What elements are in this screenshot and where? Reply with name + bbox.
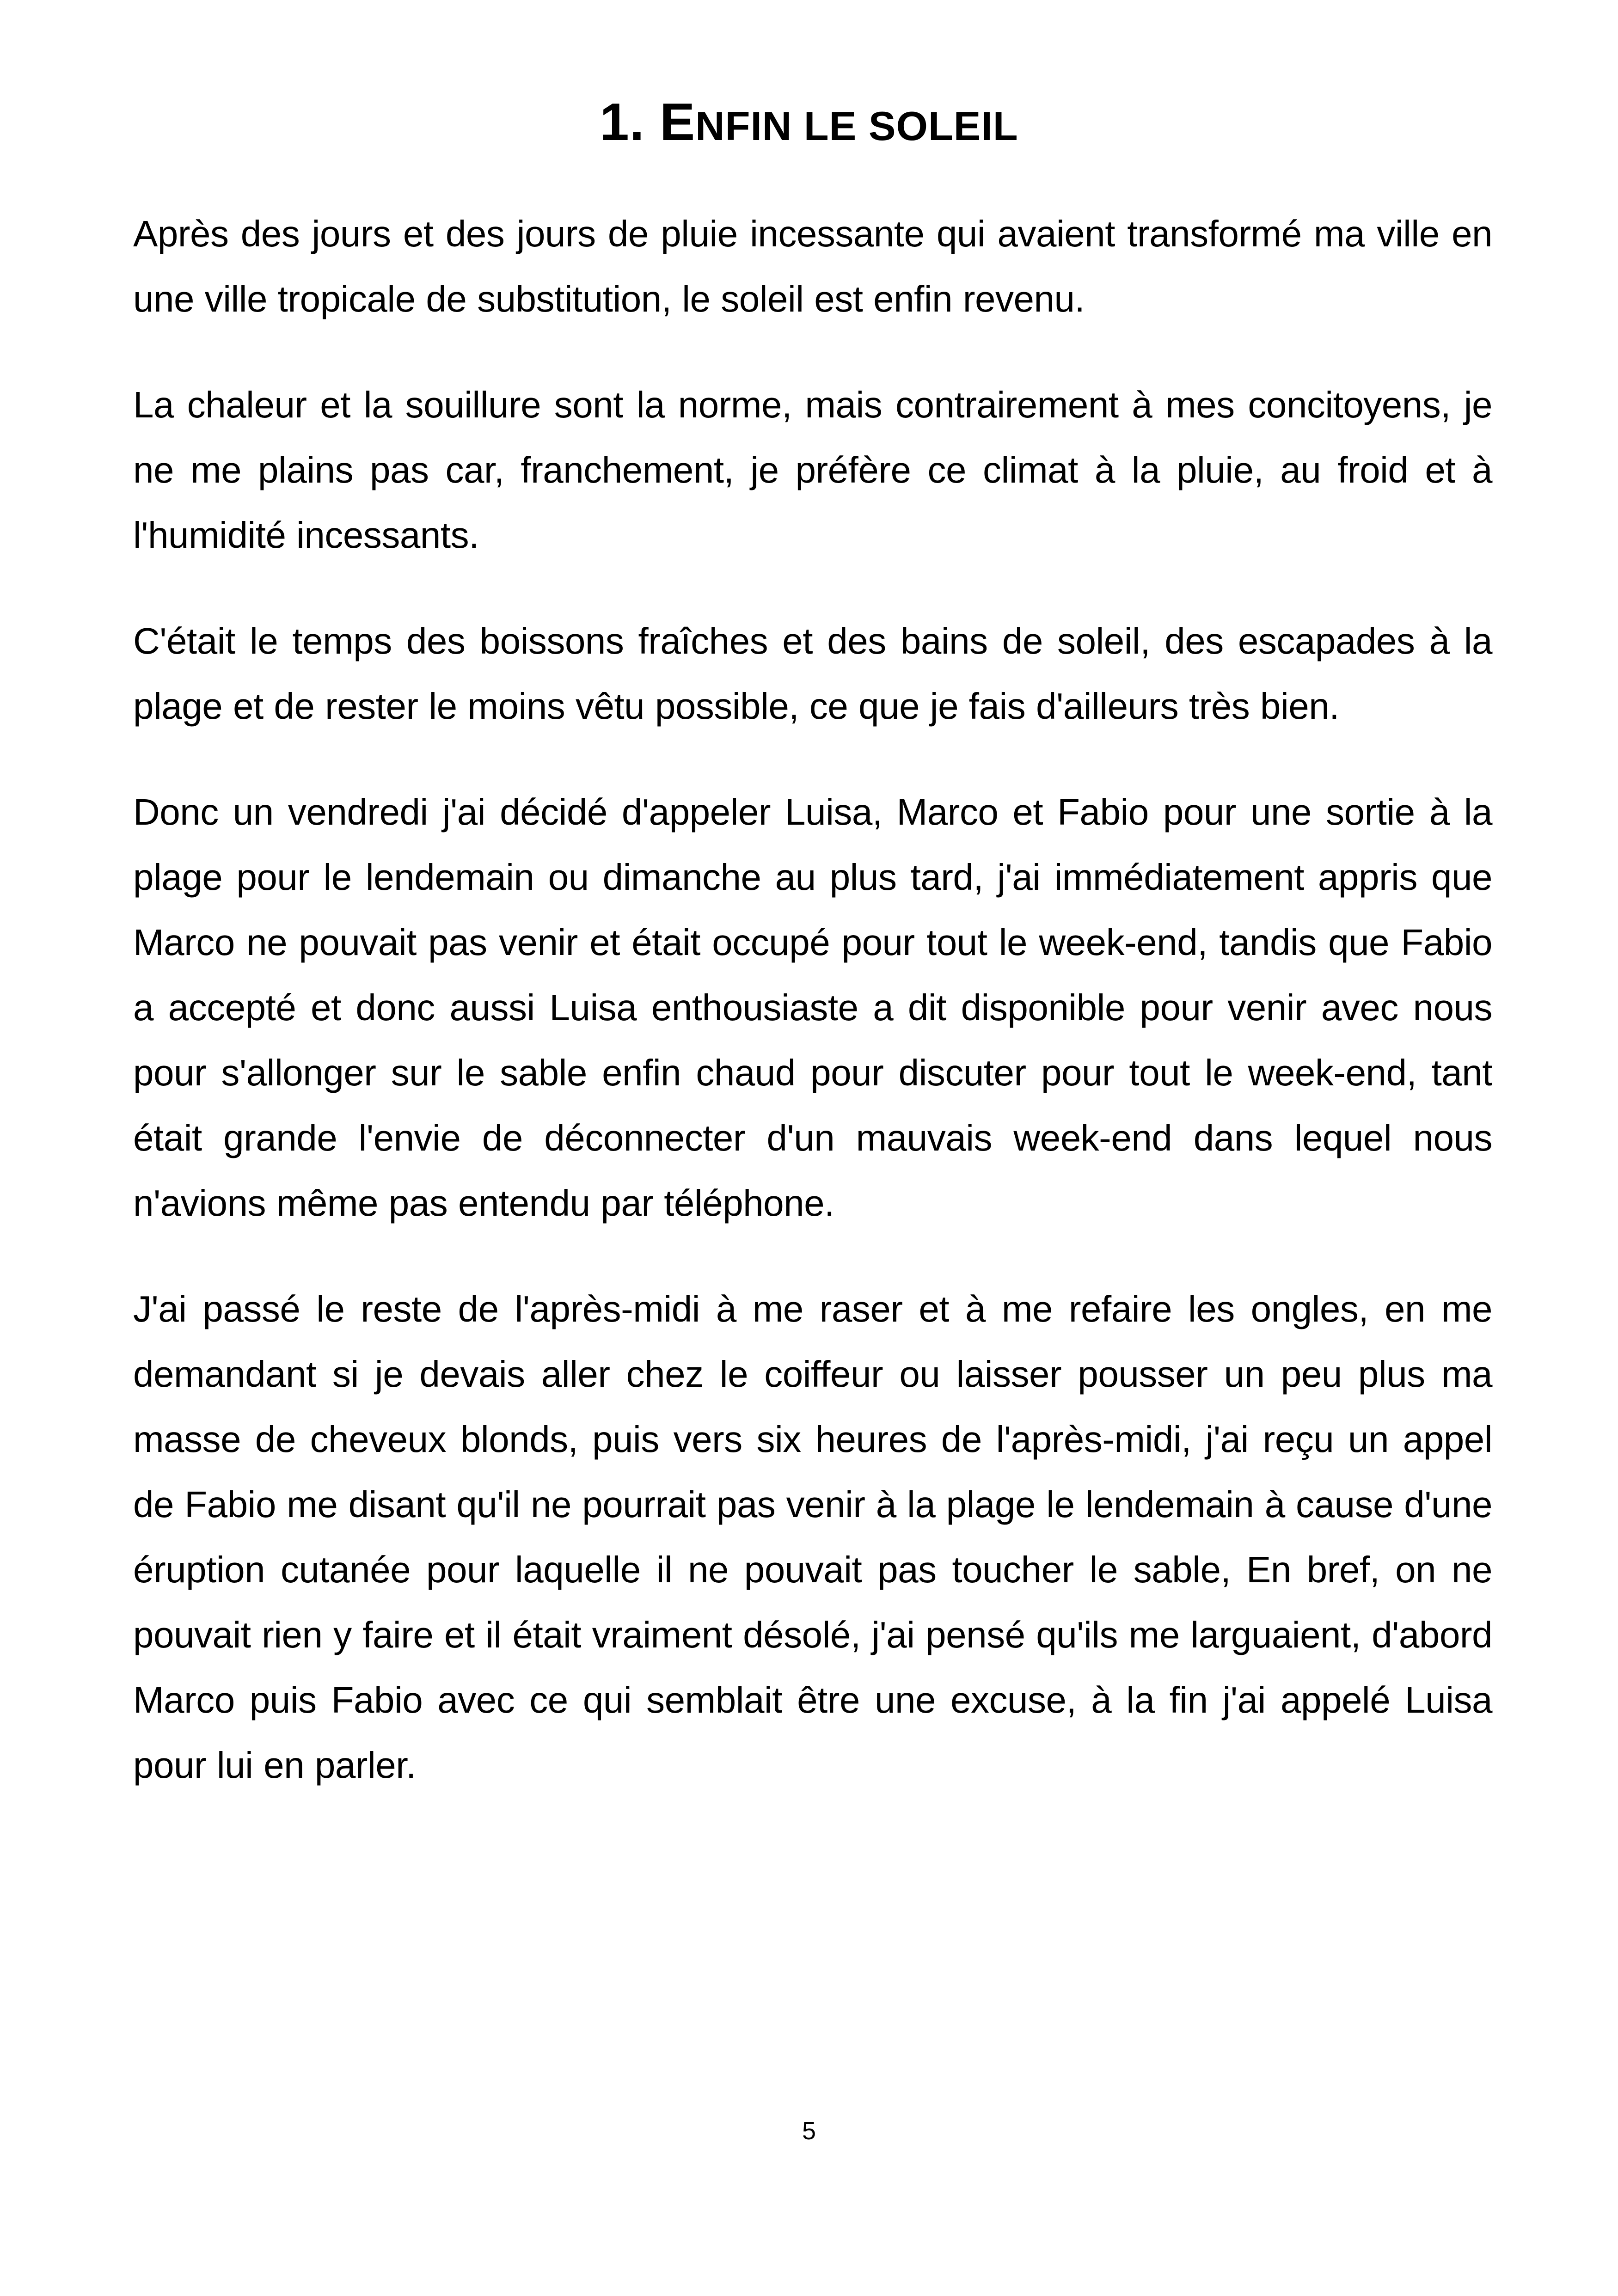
chapter-title [0,90,1618,159]
paragraph-5: J'ai passé le reste de l'après-midi à me raser et à me refaire les ongles, en me demandant si je devais aller chez le coiffeur ou laisser pousser un peu plus ma masse de cheveux blonds, puis vers six heures de l'après-midi, j'ai reçu un appel de Fabio me disant qu'il ne pourrait pas venir à la plage le lendemain à cause d'une éruption cutanée pour laquelle il ne pouvait pas toucher le sable, En bref, on ne pouvait rien y faire et il était vraiment désolé, j'ai pensé qu'ils me larguaient, d'abord Marco puis Fabio avec ce qui semblait être une excuse, à la fin j'ai appelé Luisa pour lui en parler. [133,1288,1492,1786]
chapter-title-initial: E [660,93,696,152]
paragraph-1: Après des jours et des jours de pluie incessante qui avaient transformé ma ville en une ville tropicale de substitution, le soleil est enfin revenu. [133,213,1492,319]
chapter-number: 1. [600,93,645,152]
paragraph-4: Donc un vendredi j'ai décidé d'appeler Luisa, Marco et Fabio pour une sortie à la plage pour le lendemain ou dimanche au plus tard, j'ai immédiatement appris que Marco ne pouvait pas venir et était occupé pour tout le week-end, tandis que Fabio a accepté et donc aussi Luisa enthousiaste a dit disponible pour venir avec nous pour s'allonger sur le sable enfin chaud pour discuter pour tout le week-end, tant était grande l'envie de déconnecter d'un mauvais week-end dans lequel nous n'avions même pas entendu par téléphone. [133,791,1492,1224]
paragraph-2: La chaleur et la souillure sont la norme, mais contrairement à mes concitoyens, je ne me plains pas car, franchement, je préfère ce climat à la pluie, au froid et à l'humidité incessants. [133,384,1492,556]
page-number: 5 [802,2117,816,2145]
chapter-title-rest: NFIN LE SOLEIL [695,103,1018,149]
paragraph-3: C'était le temps des boissons fraîches et des bains de soleil, des escapades à la plage et de rester le moins vêtu possible, ce que je fais d'ailleurs très bien. [133,620,1492,727]
body-text [133,201,1492,1838]
